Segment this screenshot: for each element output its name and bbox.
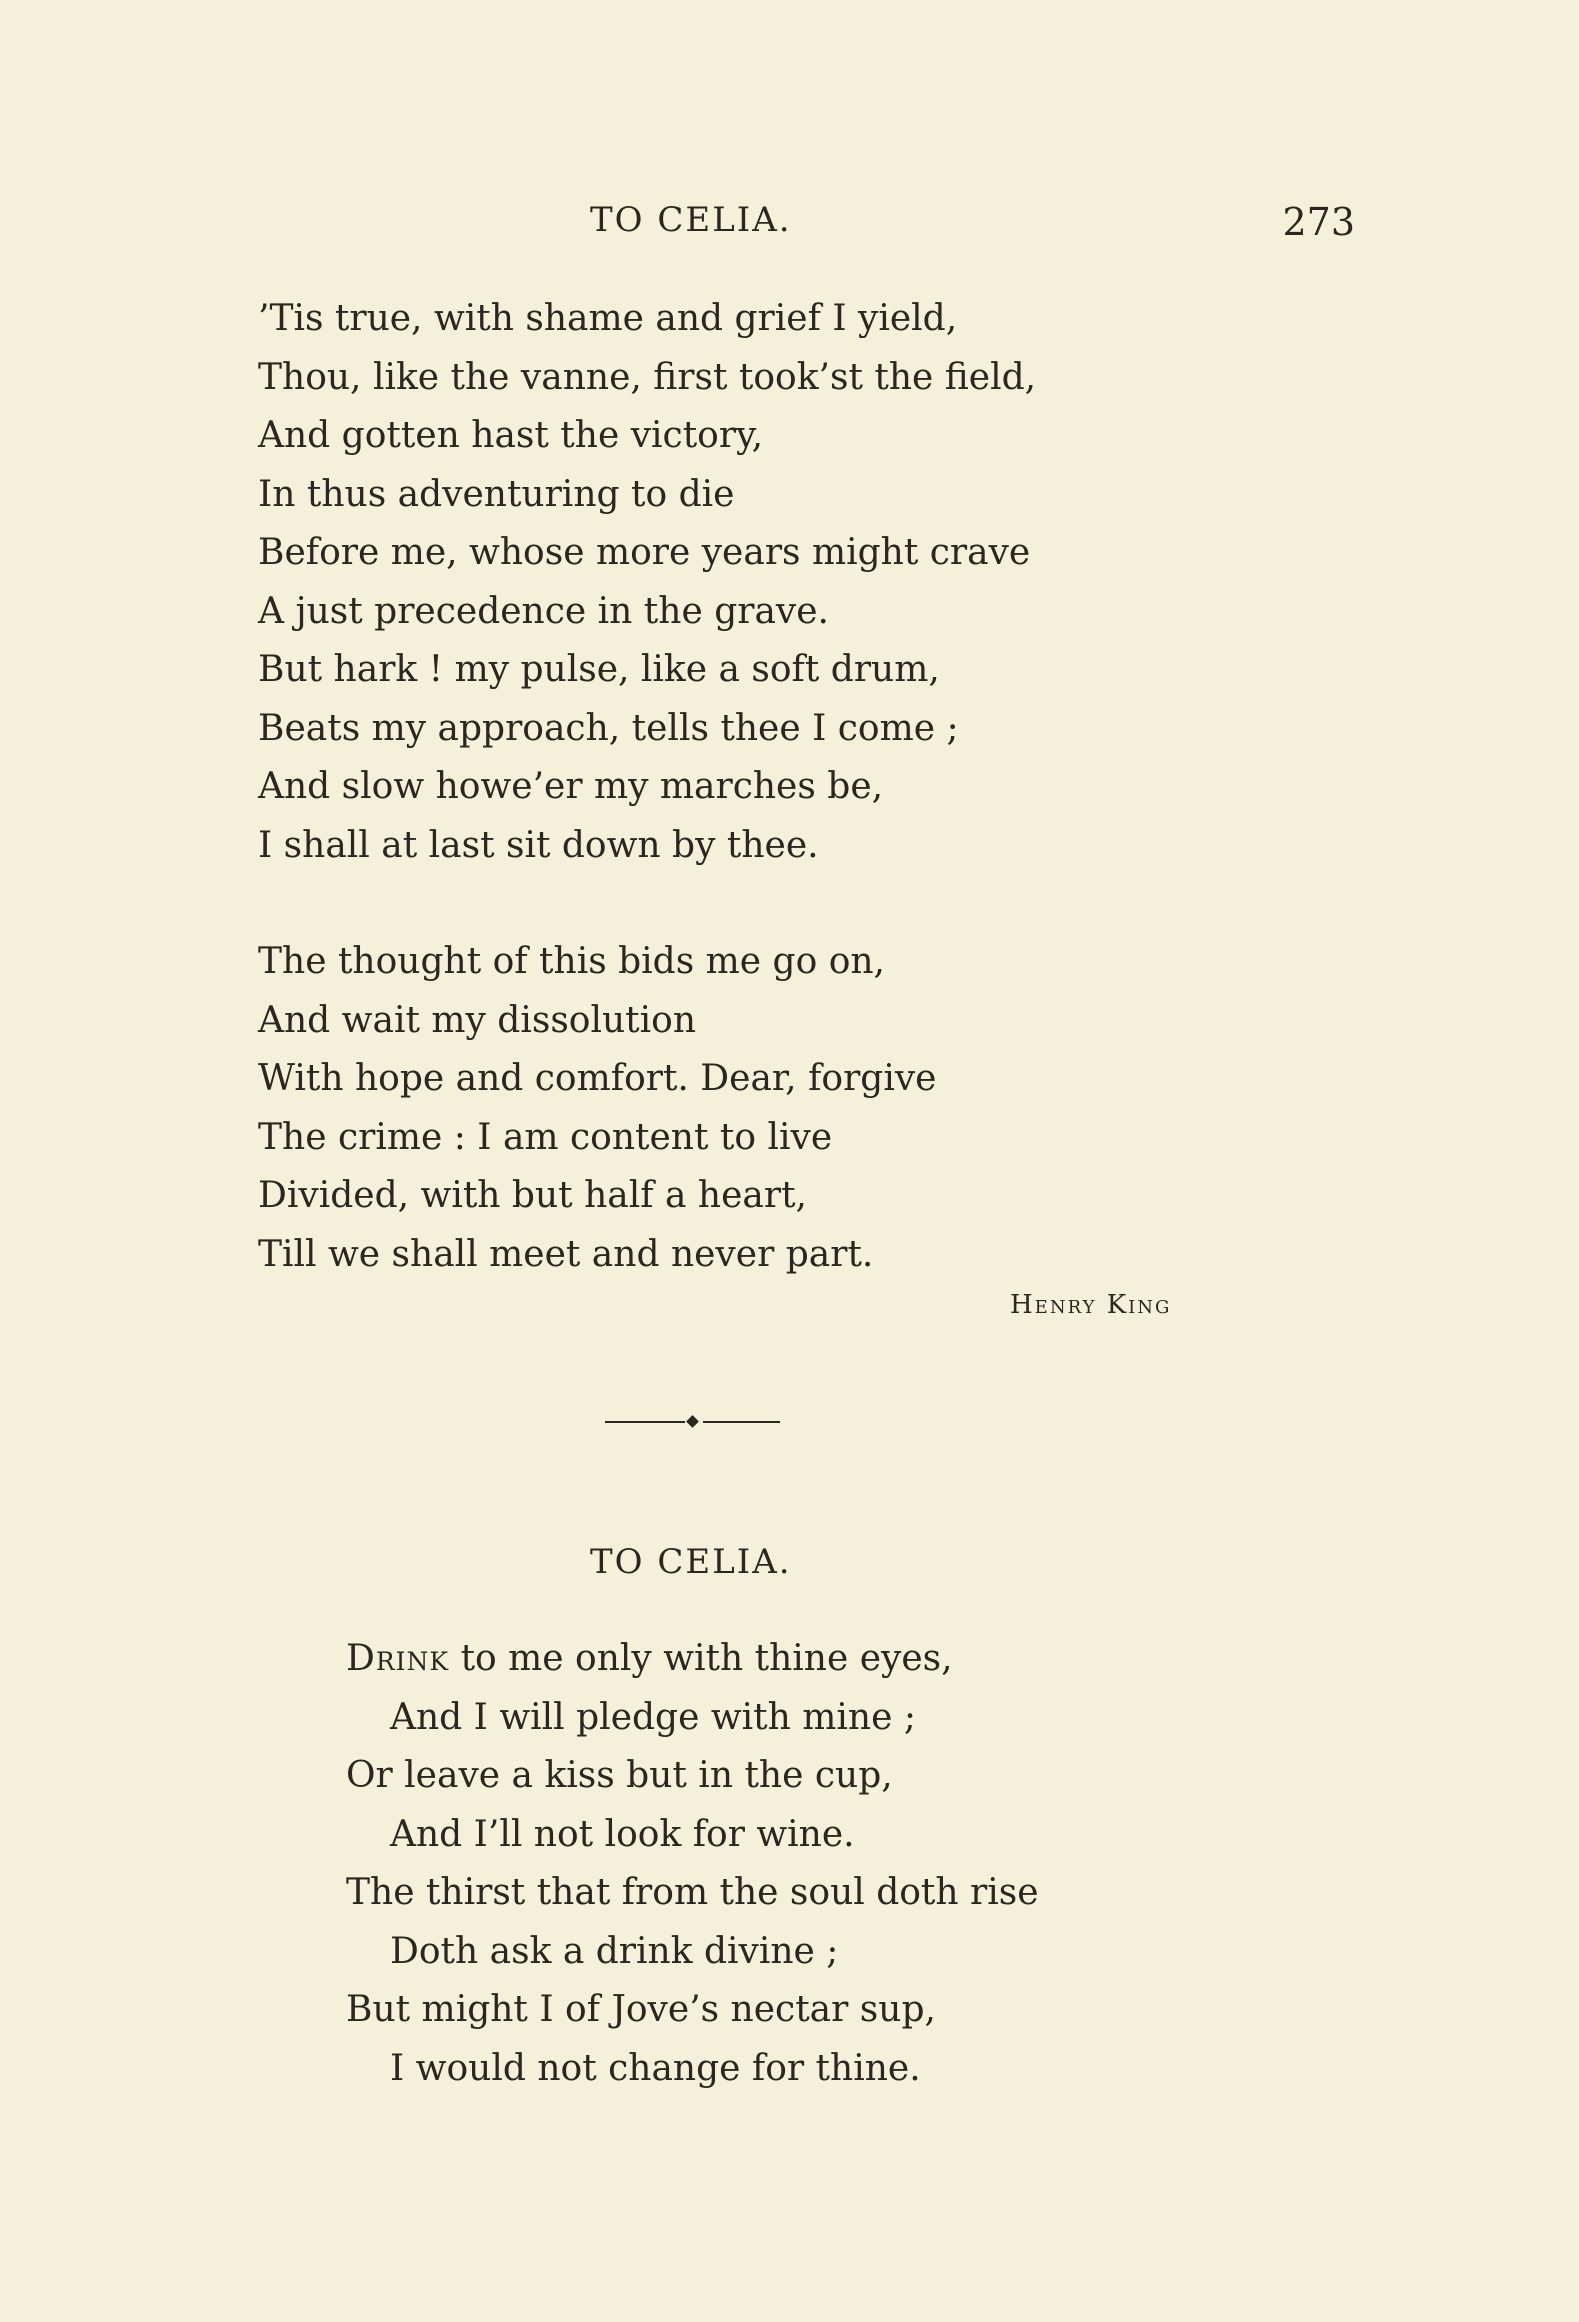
- poem-line: Divided, with but half a heart,: [258, 1175, 807, 1216]
- poem-line: With hope and comfort. Dear, forgive: [258, 1058, 937, 1099]
- section-divider-ornament: [605, 1415, 780, 1429]
- poem1-stanza-1: [258, 290, 1036, 875]
- poem2-stanza: [346, 1630, 1039, 2098]
- poem-line: Or leave a kiss but in the cup,: [346, 1755, 893, 1796]
- poem-line: I shall at last sit down by thee.: [258, 824, 819, 866]
- page-number: 273: [1282, 200, 1355, 244]
- first-word-small-caps: Drink: [346, 1638, 450, 1679]
- poem-line: The thirst that from the soul doth rise: [346, 1872, 1039, 1913]
- author-attribution: Henry King: [1010, 1290, 1172, 1320]
- poem-line: And I’ll not look for wine.: [390, 1813, 855, 1855]
- poem-line: In thus adventuring to die: [258, 473, 735, 515]
- divider-rule-right: [703, 1421, 780, 1423]
- poem-line: And gotten hast the victory,: [258, 415, 764, 456]
- poem-line: Before me, whose more years might crave: [258, 532, 1031, 573]
- poem-line: Thou, like the vanne, first took’st the field,: [258, 356, 1037, 398]
- poem-line: And I will pledge with mine ;: [390, 1696, 916, 1738]
- poem-line: A just precedence in the grave.: [258, 590, 829, 632]
- poem-line: ’Tis true, with shame and grief I yield,: [258, 298, 958, 339]
- poem-line: Beats my approach, tells thee I come ;: [258, 707, 959, 749]
- divider-rule-left: [605, 1421, 685, 1423]
- poem-line: Doth ask a drink divine ;: [390, 1930, 839, 1972]
- poem-line: Till we shall meet and never part.: [258, 1233, 874, 1275]
- poem-line: The crime : I am content to live: [258, 1116, 833, 1158]
- running-title: TO CELIA.: [590, 200, 792, 240]
- poem-line: And wait my dissolution: [258, 999, 697, 1041]
- poem-line: But hark ! my pulse, like a soft drum,: [258, 649, 940, 690]
- running-head: [0, 200, 1385, 250]
- poem-line: I would not change for thine.: [390, 2047, 921, 2089]
- first-line-rest: to me only with thine eyes,: [449, 1638, 953, 1679]
- poem-line: And slow howe’er my marches be,: [258, 766, 884, 807]
- poem-line: But might I of Jove’s nectar sup,: [346, 1989, 936, 2030]
- poem1-stanza-2: [258, 933, 936, 1284]
- poem-title: TO CELIA.: [590, 1542, 792, 1582]
- poem-line: The thought of this bids me go on,: [258, 941, 885, 982]
- poem-first-line: [346, 1630, 1039, 1689]
- diamond-icon: [686, 1415, 699, 1428]
